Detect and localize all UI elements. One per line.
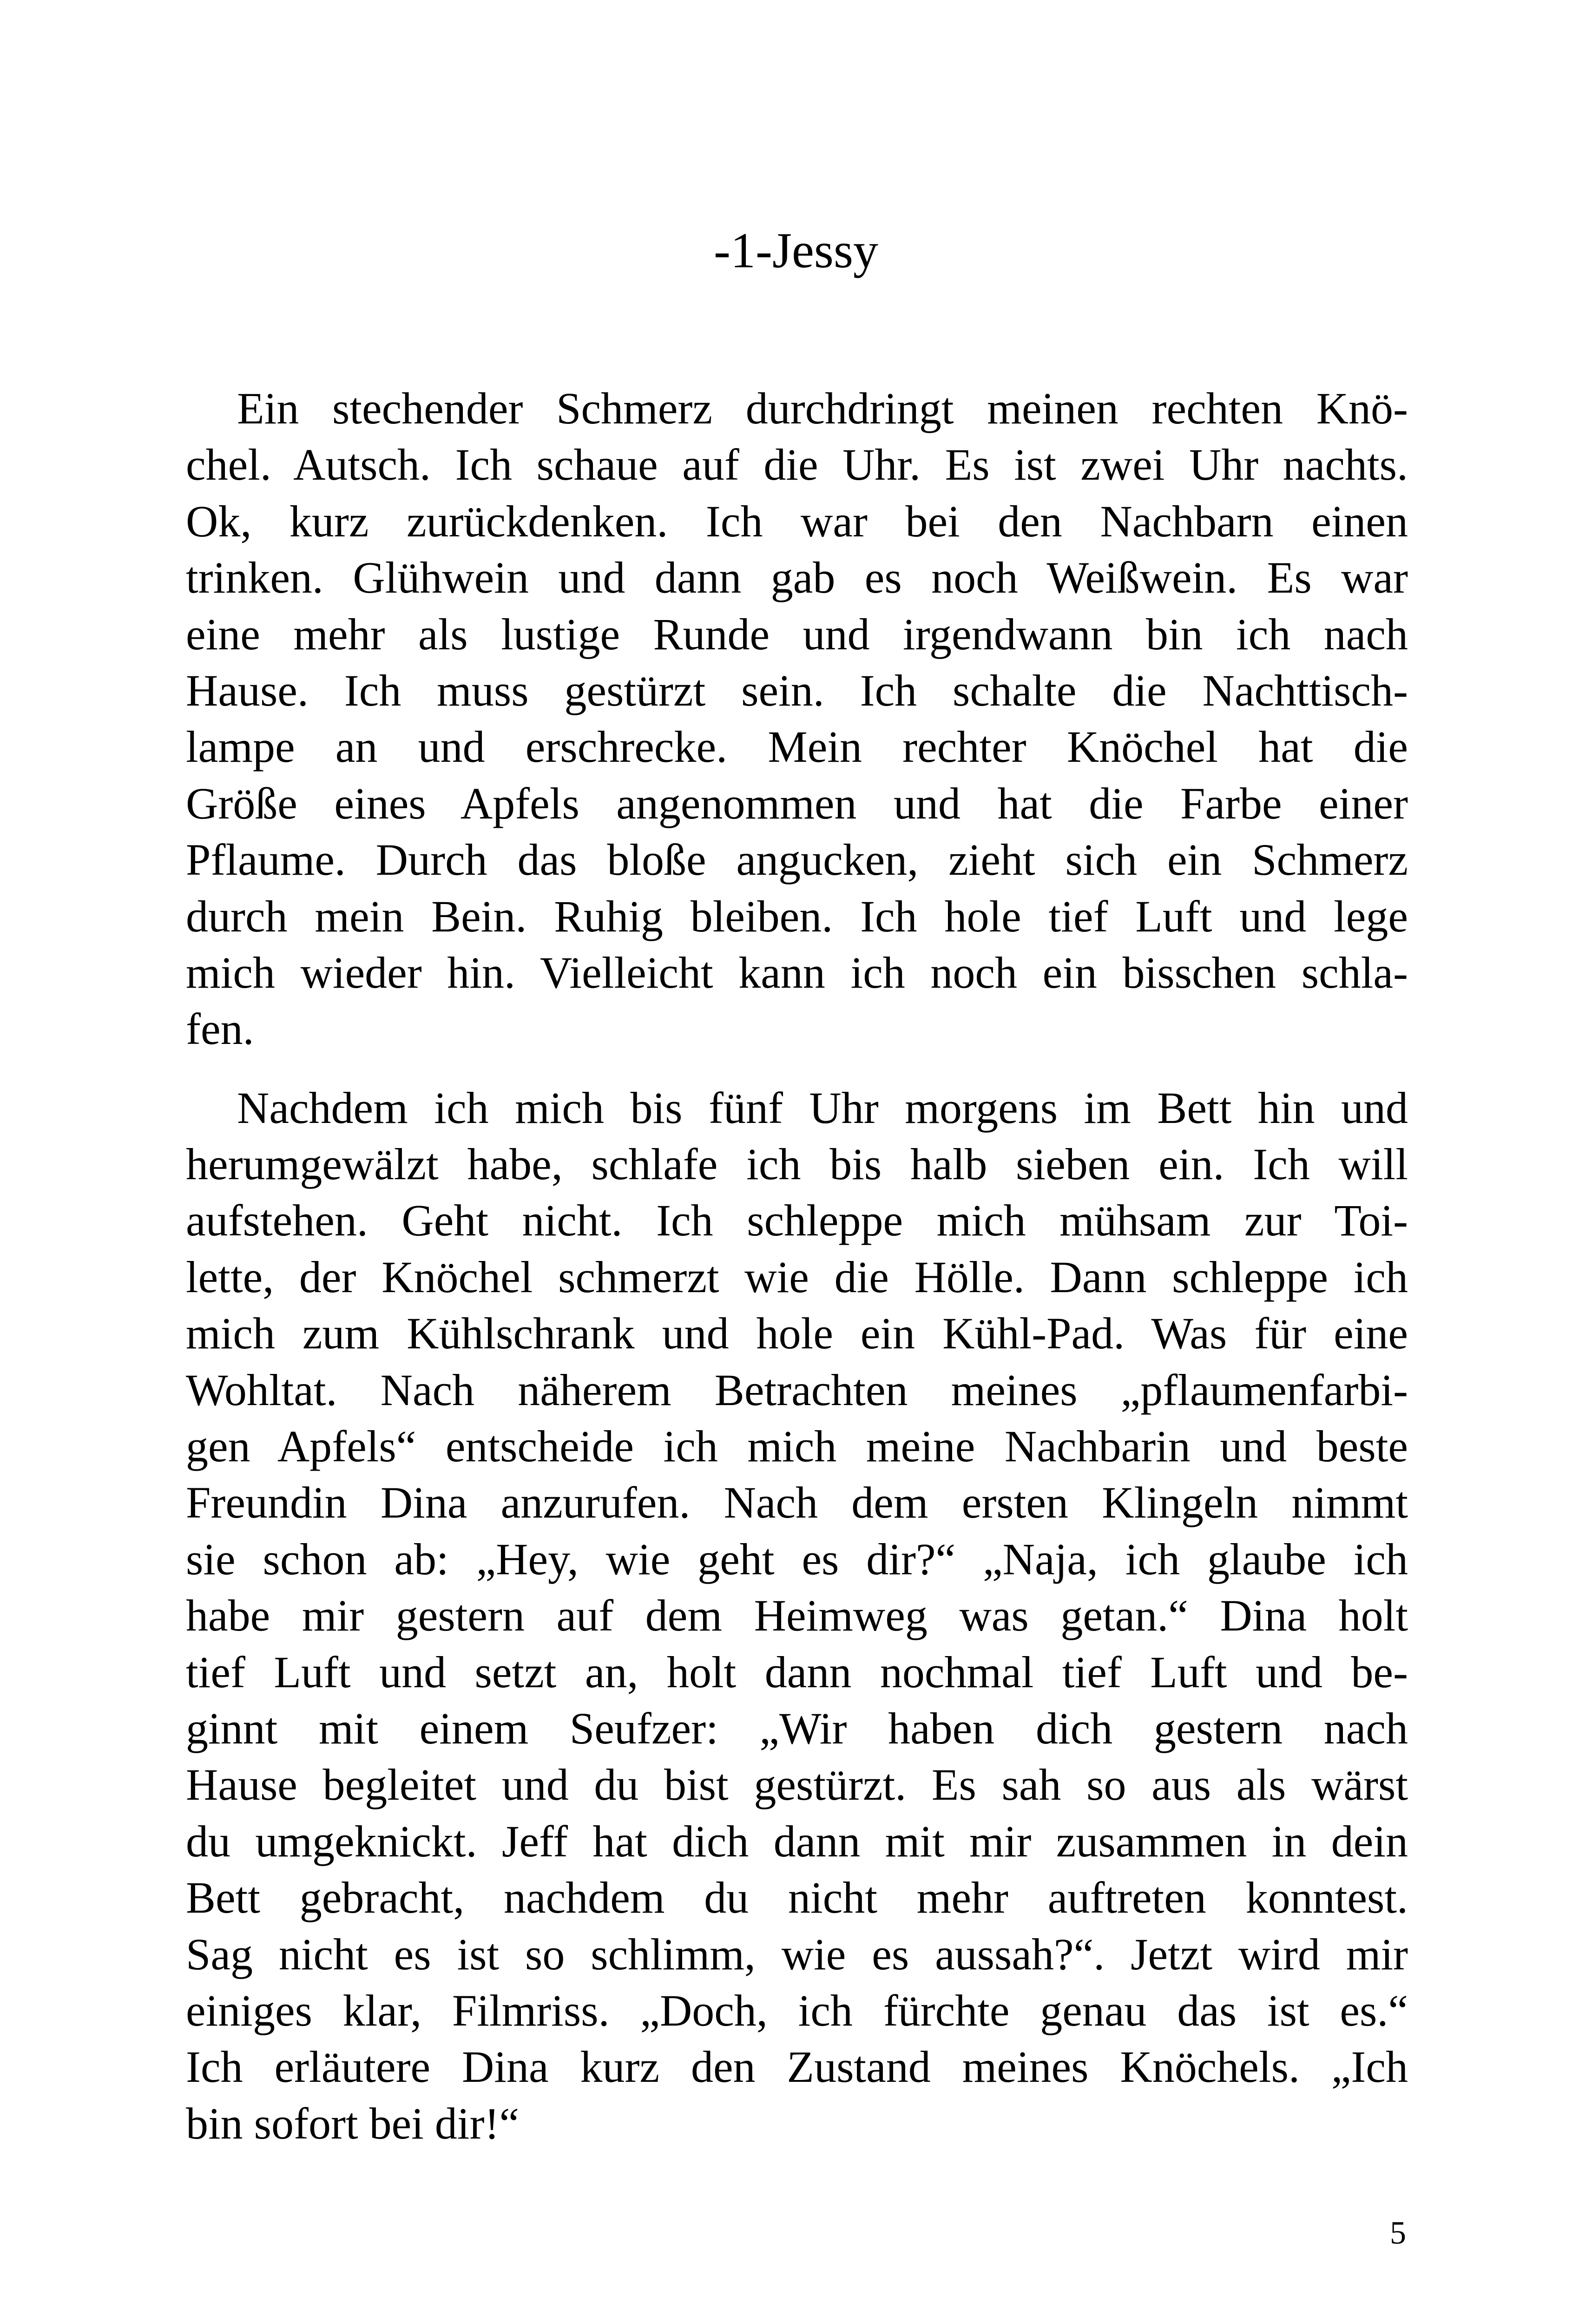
text-line: Hause begleitet und du bist gestürzt. Es sah so aus als wärst xyxy=(186,1760,1408,1810)
text-line: ginnt mit einem Seufzer: „Wir haben dich gestern nach xyxy=(186,1703,1408,1753)
text-line: einiges klar, Filmriss. „Doch, ich fürchte genau das ist es.“ xyxy=(186,1985,1408,2035)
text-line: Ein stechender Schmerz durchdringt meinen rechten Knö- xyxy=(237,383,1408,433)
text-line: du umgeknickt. Jeff hat dich dann mit mir zusammen in dein xyxy=(186,1816,1408,1866)
text-line: durch mein Bein. Ruhig bleiben. Ich hole tief Luft und lege xyxy=(186,891,1408,941)
paragraph-spacer xyxy=(186,1057,1408,1080)
text-line: Wohltat. Nach näherem Betrachten meines „pflaumenfarbi- xyxy=(186,1365,1408,1415)
text-line: trinken. Glühwein und dann gab es noch Weißwein. Es war xyxy=(186,553,1408,603)
text-line: eine mehr als lustige Runde und irgendwann bin ich nach xyxy=(186,609,1408,659)
text-line: mich zum Kühlschrank und hole ein Kühl-Pad. Was für eine xyxy=(186,1308,1408,1359)
text-line: lampe an und erschrecke. Mein rechter Knöchel hat die xyxy=(186,722,1408,772)
text-line: gen Apfels“ entscheide ich mich meine Nachbarin und beste xyxy=(186,1421,1408,1472)
text-line: lette, der Knöchel schmerzt wie die Hölle. Dann schleppe ich xyxy=(186,1252,1408,1302)
text-line: herumgewälzt habe, schlafe ich bis halb sieben ein. Ich will xyxy=(186,1139,1408,1189)
text-line: Pflaume. Durch das bloße angucken, zieht sich ein Schmerz xyxy=(186,835,1408,885)
text-line: sie schon ab: „Hey, wie geht es dir?“ „Naja, ich glaube ich xyxy=(186,1534,1408,1584)
text-line: tief Luft und setzt an, holt dann nochmal tief Luft und be- xyxy=(186,1647,1408,1697)
text-line: Größe eines Apfels angenommen und hat die Farbe einer xyxy=(186,778,1408,828)
text-line: Bett gebracht, nachdem du nicht mehr auftreten konntest. xyxy=(186,1873,1408,1923)
text-line: Nachdem ich mich bis fünf Uhr morgens im Bett hin und xyxy=(237,1083,1408,1133)
text-line: Ok, kurz zurückdenken. Ich war bei den Nachbarn einen xyxy=(186,496,1408,546)
text-line: mich wieder hin. Vielleicht kann ich noch ein bisschen schla- xyxy=(186,947,1408,997)
text-line: chel. Autsch. Ich schaue auf die Uhr. Es ist zwei Uhr nachts. xyxy=(186,440,1408,490)
text-line: aufstehen. Geht nicht. Ich schleppe mich mühsam zur Toi- xyxy=(186,1195,1408,1246)
text-line: Freundin Dina anzurufen. Nach dem ersten Klingeln nimmt xyxy=(186,1478,1408,1528)
text-line: Hause. Ich muss gestürzt sein. Ich schalte die Nachttisch- xyxy=(186,665,1408,715)
text-line: Ich erläutere Dina kurz den Zustand meines Knöchels. „Ich xyxy=(186,2042,1408,2092)
text-line: fen. xyxy=(186,1004,254,1054)
paragraph-1 xyxy=(186,380,1408,1057)
chapter-title: -1-Jessy xyxy=(714,223,878,278)
text-line: Sag nicht es ist so schlimm, wie es aussah?“. Jetzt wird mir xyxy=(186,1929,1408,1979)
text-line: habe mir gestern auf dem Heimweg was getan.“ Dina holt xyxy=(186,1591,1408,1641)
text-line: bin sofort bei dir!“ xyxy=(186,2098,520,2148)
paragraph-2 xyxy=(186,1080,1408,2152)
page-number: 5 xyxy=(1390,2215,1406,2251)
body-text xyxy=(186,380,1408,2152)
